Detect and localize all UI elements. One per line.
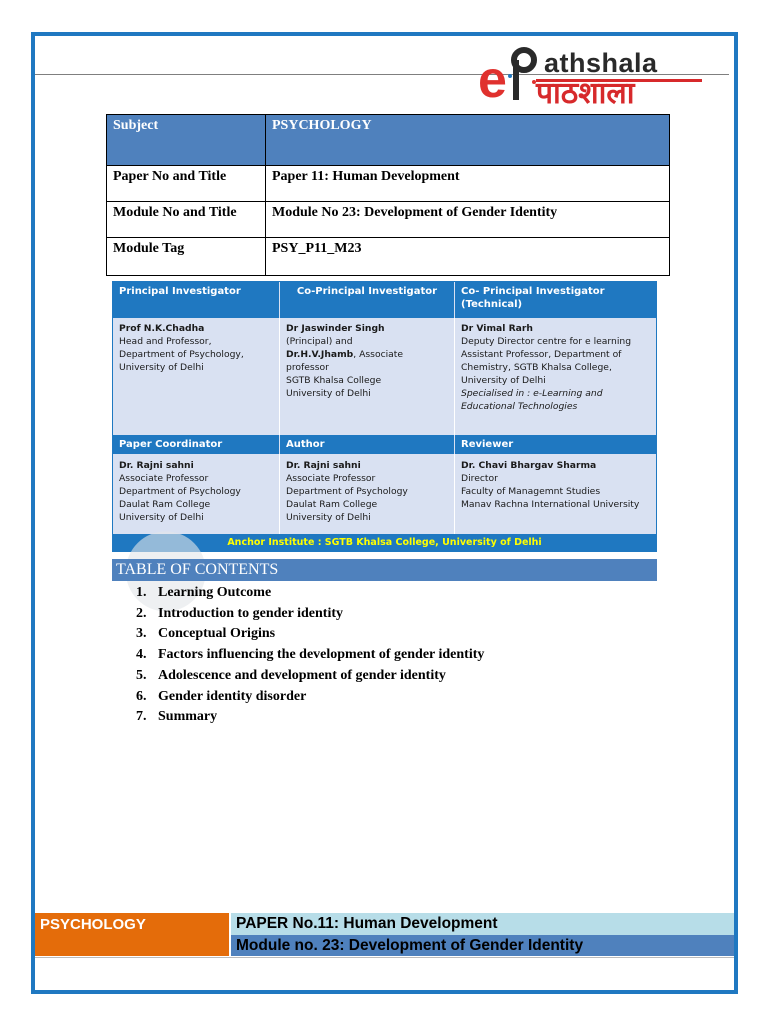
tech-line: Chemistry, SGTB Khalsa College,	[461, 362, 612, 373]
header-reviewer: Reviewer	[455, 435, 656, 454]
reviewer-line: Faculty of Managemnt Studies	[461, 486, 601, 497]
author-name: Dr. Rajni sahni	[286, 460, 361, 471]
toc-item	[136, 583, 484, 604]
footer-module: Module no. 23: Development of Gender Identity	[231, 935, 734, 956]
tech-line: University of Delhi	[461, 375, 546, 386]
footer-paper: PAPER No.11: Human Development	[231, 913, 734, 935]
toc-item	[136, 707, 484, 728]
reviewer-line: Manav Rachna International University	[461, 499, 640, 510]
author-line: Associate Professor	[286, 473, 376, 484]
toc-item	[136, 666, 484, 687]
table-row	[107, 166, 670, 202]
footer-subject: PSYCHOLOGY	[35, 913, 229, 956]
toc-item	[136, 604, 484, 625]
header-co-pi-technical-line2: (Technical)	[461, 299, 523, 310]
info-key: Module No and Title	[107, 202, 266, 238]
tech-line: Assistant Professor, Department of	[461, 349, 622, 360]
toc-item-number: 6.	[136, 688, 147, 704]
header-co-pi-technical-line1: Co- Principal Investigator	[461, 286, 605, 297]
epathshala-logo	[478, 44, 704, 114]
pi-line: Department of Psychology,	[119, 349, 244, 360]
toc-item	[136, 624, 484, 645]
header-paper-coordinator: Paper Coordinator	[113, 435, 279, 454]
info-key: Paper No and Title	[107, 166, 266, 202]
author-line: University of Delhi	[286, 512, 371, 523]
toc-list	[136, 583, 484, 728]
copi-name: Dr Jaswinder Singh	[286, 323, 385, 334]
tech-line: Deputy Director centre for e learning	[461, 336, 632, 347]
anchor-institute-bar: Anchor Institute : SGTB Khalsa College, University of Delhi	[113, 534, 656, 551]
toc-item-label: Factors influencing the development of gender identity	[158, 647, 485, 663]
info-value: Module No 23: Development of Gender Identity	[266, 202, 670, 238]
copi-line: (Principal) and	[286, 336, 353, 347]
info-value: Paper 11: Human Development	[266, 166, 670, 202]
toc-item-label: Learning Outcome	[158, 585, 272, 600]
coordinator-name: Dr. Rajni sahni	[119, 460, 194, 471]
toc-item-number: 4.	[136, 647, 147, 663]
toc-heading: TABLE OF CONTENTS	[112, 559, 657, 581]
header-co-principal-investigator: Co-Principal Investigator	[280, 282, 454, 318]
toc-item-number: 7.	[136, 709, 147, 725]
reviewer-credit	[455, 456, 656, 514]
toc-item-label: Summary	[158, 709, 218, 725]
author-line: Daulat Ram College	[286, 499, 378, 510]
copi-credit	[280, 319, 454, 403]
table-row	[107, 115, 670, 166]
module-info-table	[106, 114, 670, 276]
copi-line: , Associate professor	[286, 349, 404, 373]
header-principal-investigator: Principal Investigator	[113, 282, 279, 318]
pi-line: University of Delhi	[119, 362, 204, 373]
author-line: Department of Psychology	[286, 486, 408, 497]
header-author: Author	[280, 435, 454, 454]
toc-item	[136, 687, 484, 708]
footer-rule	[35, 957, 734, 958]
table-row	[107, 202, 670, 238]
logo-e-mark: e	[478, 51, 507, 109]
copi-line: University of Delhi	[286, 388, 371, 399]
copi-name-2: Dr.H.V.Jhamb	[286, 349, 354, 360]
table-row	[107, 238, 670, 276]
toc-item	[136, 645, 484, 666]
tech-specialisation: Specialised in : e-Learning and	[461, 388, 603, 399]
logo-wordmark-english: athshala	[544, 48, 658, 78]
toc-item-label: Conceptual Origins	[158, 626, 276, 642]
copi-line: SGTB Khalsa College	[286, 375, 382, 386]
reviewer-name: Dr. Chavi Bhargav Sharma	[461, 460, 597, 471]
pi-line: Head and Professor,	[119, 336, 212, 347]
info-key: Module Tag	[107, 238, 266, 276]
coordinator-line: University of Delhi	[119, 512, 204, 523]
header-co-pi-technical	[455, 282, 656, 318]
tech-credit	[455, 319, 656, 416]
info-value: PSYCHOLOGY	[266, 115, 670, 166]
toc-item-label: Gender identity disorder	[158, 688, 307, 704]
toc-item-number: 1.	[136, 585, 147, 600]
toc-item-label: Adolescence and development of gender identity	[158, 667, 446, 683]
tech-name: Dr Vimal Rarh	[461, 323, 533, 334]
toc-item-number: 5.	[136, 667, 147, 683]
coordinator-line: Department of Psychology	[119, 486, 241, 497]
logo-wordmark-hindi: पाठशाला	[536, 76, 635, 111]
toc-item-label: Introduction to gender identity	[158, 605, 343, 621]
pi-name: Prof N.K.Chadha	[119, 323, 205, 334]
toc-item-number: 2.	[136, 605, 147, 621]
coordinator-line: Daulat Ram College	[119, 499, 211, 510]
info-key: Subject	[107, 115, 266, 166]
reviewer-line: Director	[461, 473, 498, 484]
toc-item-number: 3.	[136, 626, 147, 642]
tech-specialisation: Educational Technologies	[461, 401, 578, 412]
coordinator-line: Associate Professor	[119, 473, 209, 484]
info-value: PSY_P11_M23	[266, 238, 670, 276]
pi-credit	[113, 319, 279, 377]
